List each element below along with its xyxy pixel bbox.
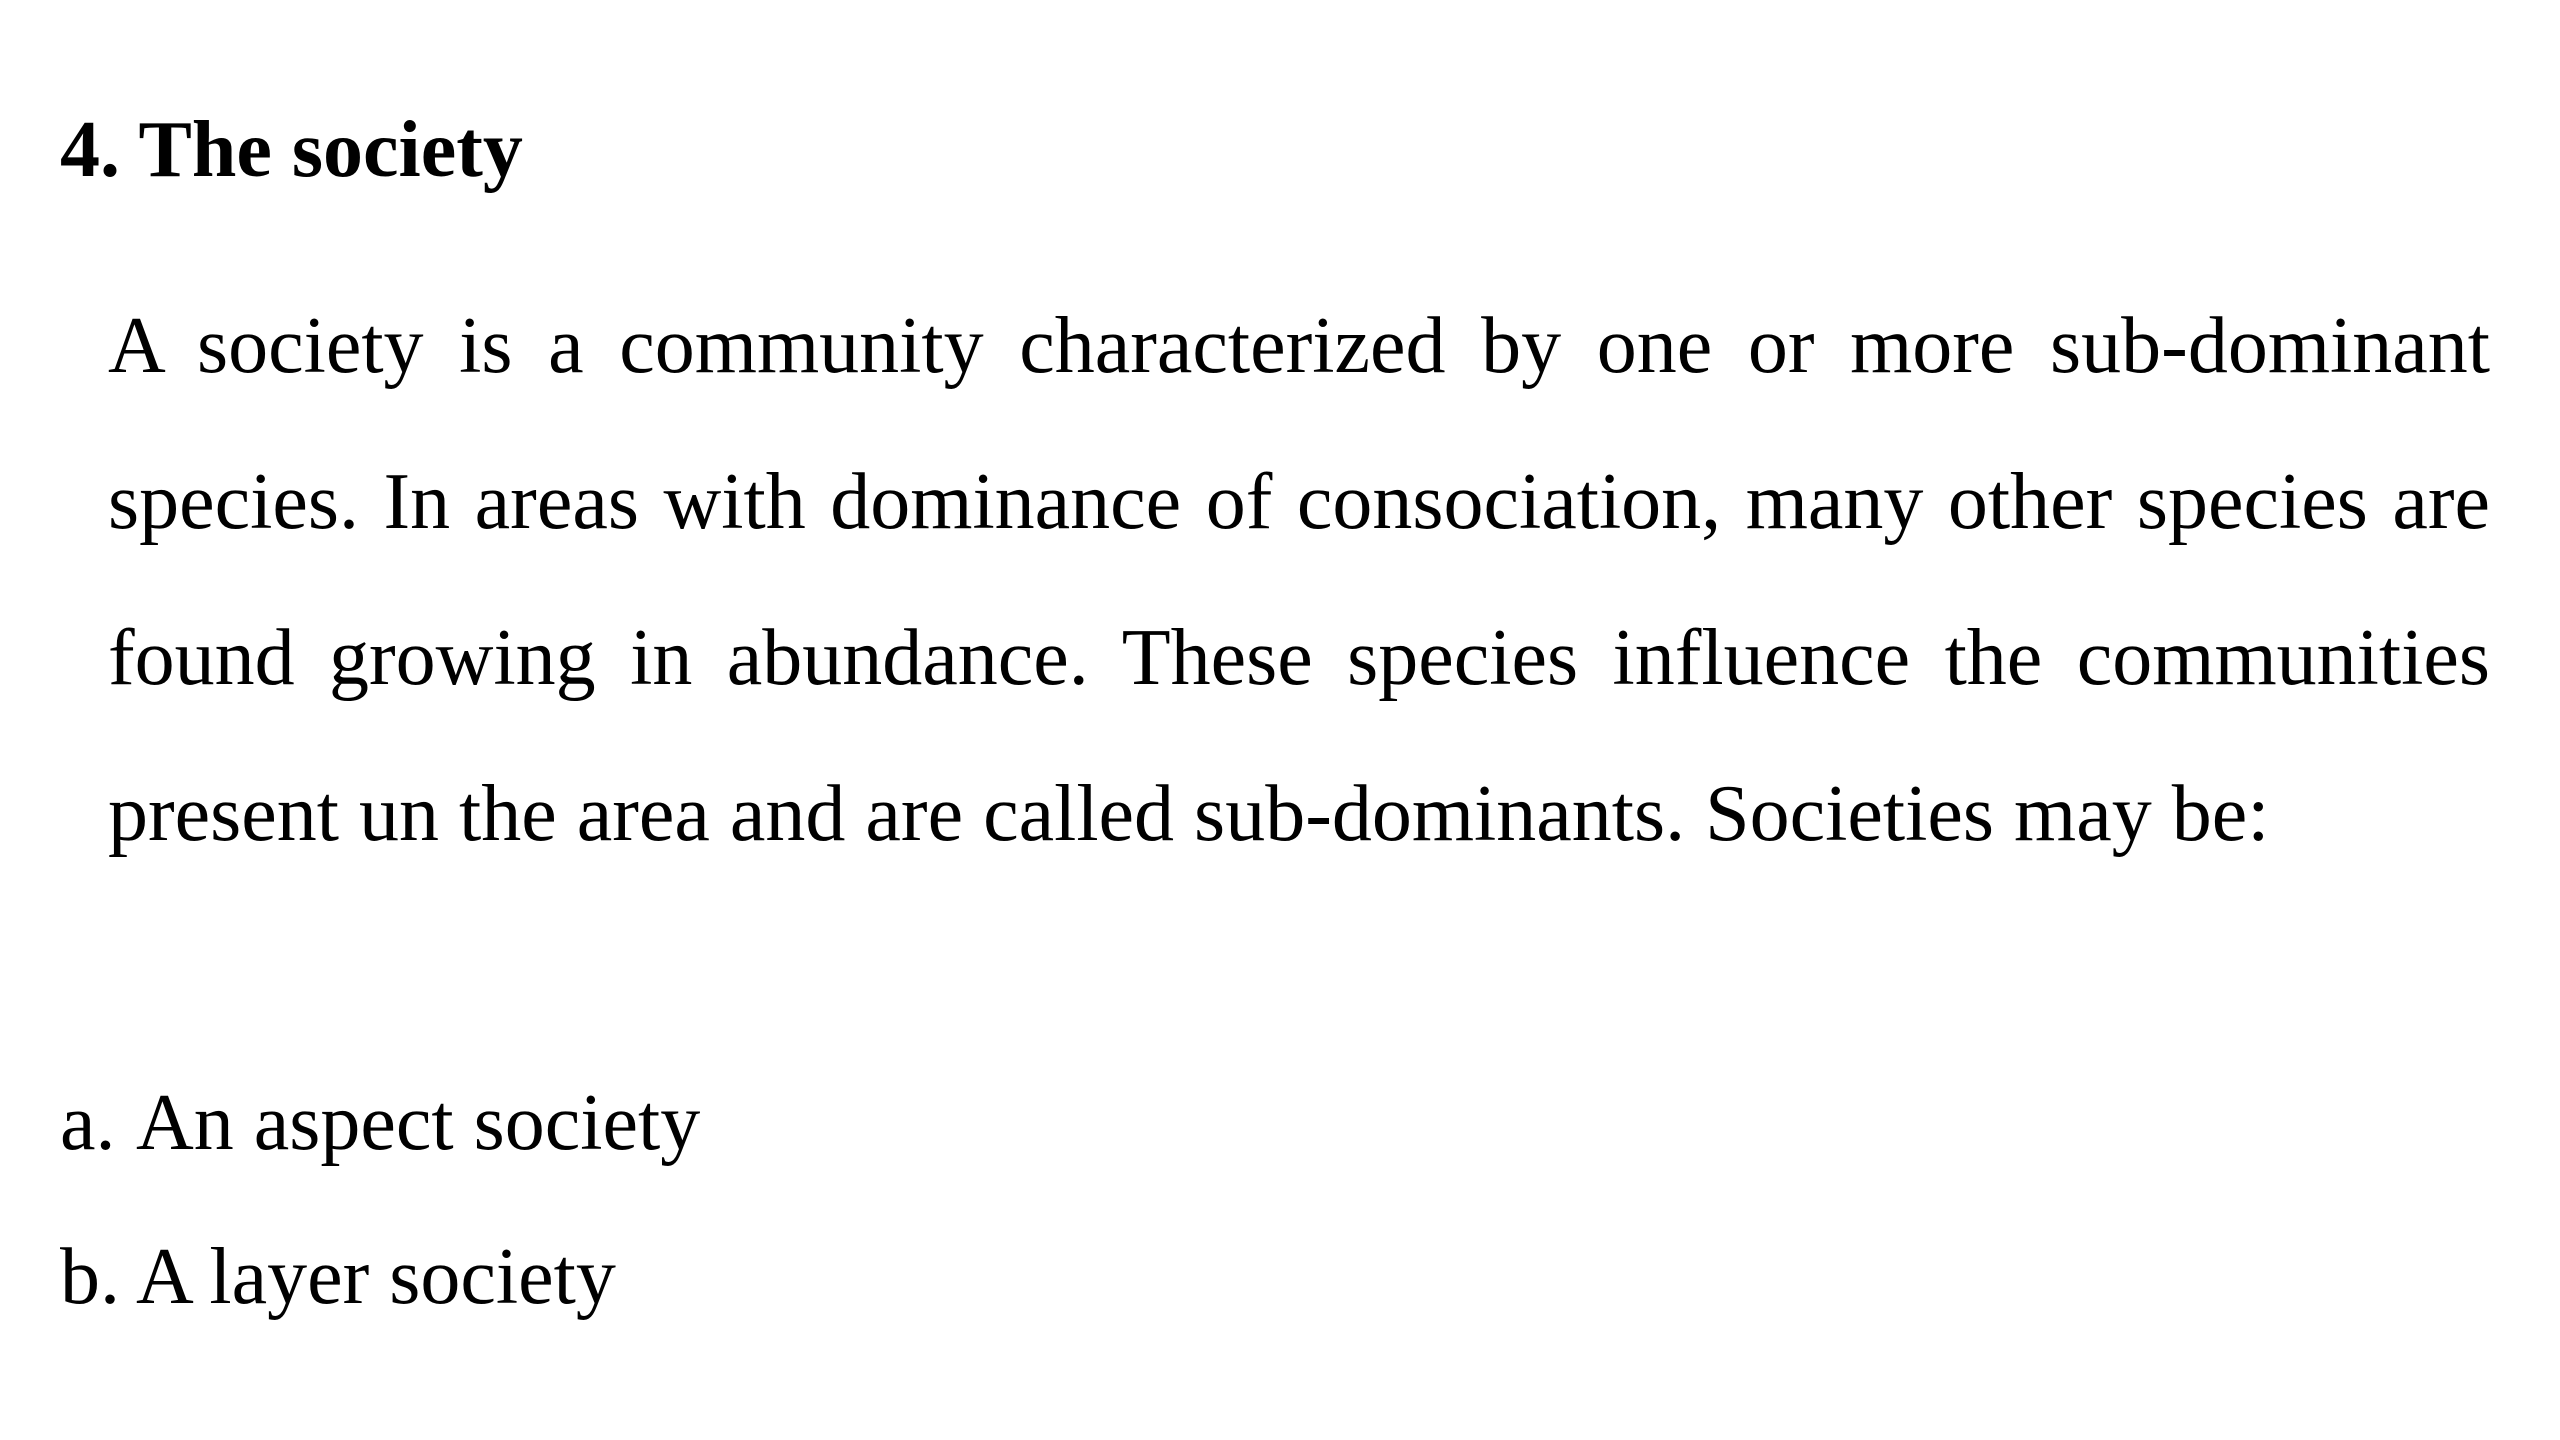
list-item-text: A layer society xyxy=(136,1233,616,1321)
body-paragraph: A society is a community characterized by one or more sub-dominant species. In areas with dominance of consociation, many other species are found growing in abundance. These species influence the communities present un the area and are called sub-dominants. Societies may be: xyxy=(108,302,2490,858)
list-item xyxy=(60,1222,700,1332)
section-heading: 4. The society xyxy=(60,106,523,194)
society-types-list xyxy=(60,1068,700,1376)
list-item xyxy=(60,1068,700,1178)
list-marker: b. xyxy=(60,1233,120,1321)
list-marker: a. xyxy=(60,1079,116,1167)
list-item-text: An aspect society xyxy=(136,1079,701,1167)
